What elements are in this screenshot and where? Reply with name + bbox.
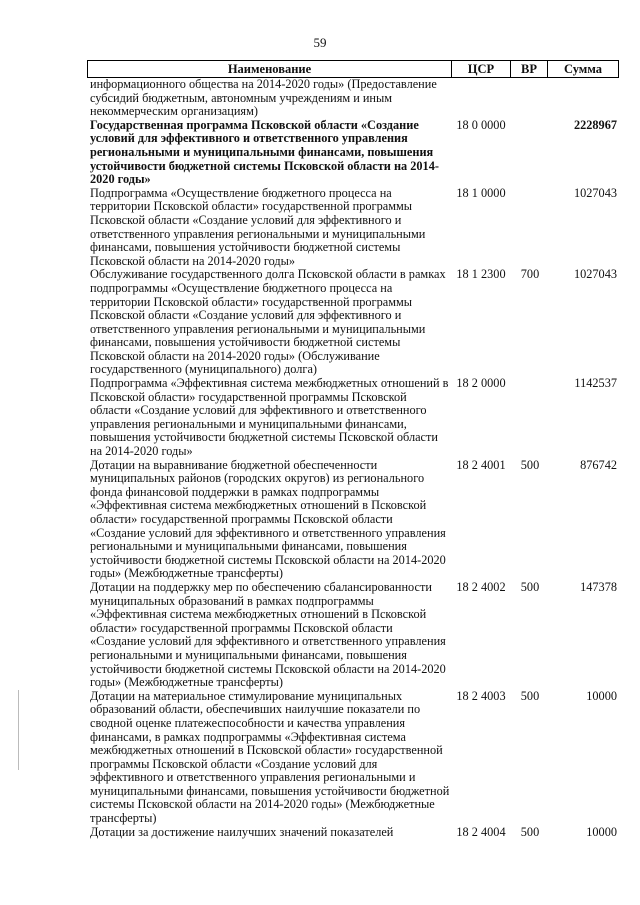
row-csr: 18 2 4001 (456, 457, 506, 472)
row-sum: 10000 (586, 688, 617, 703)
row-vr: 500 (520, 579, 540, 594)
row-csr: 18 1 2300 (456, 267, 506, 282)
row-sum: 147378 (580, 579, 617, 594)
row-name: Обслуживание государственного долга Псковской области в рамках подпрограммы «Осуществление бюджетного процесса на территории Псковской области» государственной программы Псковской области «Создание условий для эффективного и ответственного управления региональными и муниципальными финансами, повышения устойчивости бюджетной системы Псковской области на 2014-2020 годы» (Обслуживание государственного (муниципального) долга) (90, 267, 446, 377)
row-csr: 18 1 0000 (456, 185, 506, 200)
row-vr (512, 119, 548, 187)
row-sum (548, 78, 619, 119)
row-name: информационного общества на 2014-2020 годы» (Предоставление субсидий бюджетным, автономным учреждениям и иным некоммерческим организациям) (90, 77, 437, 119)
row-csr: 18 2 4003 (456, 688, 506, 703)
row-name: Дотации на поддержку мер по обеспечению сбалансированности муниципальных образований в рамках подпрограммы «Эффективная система межбюджетных отношений в Псковской области» государственной программы Псковской области «Создание условий для эффективного и ответственного управления региональными и муниципальными финансами, повышения устойчивости бюджетной системы Псковской области на 2014-2020 годы» (Межбюджетные трансферты) (90, 579, 446, 690)
row-csr: 18 2 4004 (456, 824, 506, 839)
table-row (87, 826, 619, 840)
row-vr: 500 (520, 457, 540, 472)
row-vr: 700 (520, 267, 540, 282)
header-vr: ВР (511, 61, 548, 77)
table-row (87, 377, 619, 459)
table-row (87, 78, 619, 119)
row-csr (450, 78, 512, 119)
table-row (87, 119, 619, 187)
row-sum: 876742 (580, 457, 617, 472)
table-row (87, 187, 619, 269)
row-name: Дотации на материальное стимулирование муниципальных образований области, обеспечивших наилучшие показатели по сводной оценке платежеспособности и качества управления финансами, в рамках подпрограммы «Эффективная система межбюджетных отношений в Псковской области» государственной программы Псковской области «Создание условий для эффективного и ответственного управления региональными и муниципальными финансами, повышения устойчивости бюджетной системы Псковской области на 2014-2020 годы» (Межбюджетные трансферты) (90, 688, 450, 826)
row-name: Подпрограмма «Эффективная система межбюджетных отношений в Псковской области» государственной программы Псковской области «Создание условий для эффективного и ответственного управления региональными и муниципальными финансами, повышения устойчивости бюджетной системы Псковской области на 2014-2020 годы» (90, 376, 449, 459)
row-vr (512, 78, 548, 119)
row-sum: 10000 (586, 824, 617, 839)
page-number: 59 (313, 35, 327, 50)
row-vr: 500 (520, 688, 540, 703)
row-vr (512, 377, 548, 459)
table-row (87, 459, 619, 581)
header-sum: Сумма (564, 62, 602, 76)
margin-line (18, 690, 19, 770)
row-sum: 2228967 (573, 117, 617, 132)
row-csr: 18 2 4002 (456, 579, 506, 594)
header-name: Наименование (88, 61, 452, 77)
row-sum: 1142537 (574, 376, 617, 391)
row-name: Государственная программа Псковской области «Создание условий для эффективного и ответственного управления региональными и муниципальными финансами, повышения устойчивости бюджетной системы Псковской области на 2014-2020 годы» (90, 117, 439, 187)
row-vr (512, 187, 548, 269)
row-sum: 1027043 (573, 267, 617, 282)
row-name: Дотации на выравнивание бюджетной обеспеченности муниципальных районов (городских округов) из регионального фонда финансовой поддержки в рамках подпрограммы «Эффективная система межбюджетных отношений в Псковской области» государственной программы Псковской области «Создание условий для эффективного и ответственного управления региональными и муниципальными финансами, повышения устойчивости бюджетной системы Псковской области на 2014-2020 годы» (Межбюджетные трансферты) (90, 457, 446, 581)
header-csr: ЦСР (452, 61, 511, 77)
row-csr: 18 0 0000 (456, 117, 506, 132)
row-csr: 18 2 0000 (456, 376, 506, 391)
row-sum: 1027043 (573, 185, 617, 200)
table-header (87, 60, 619, 78)
row-name: Подпрограмма «Осуществление бюджетного процесса на территории Псковской области» государственной программы Псковской области «Создание условий для эффективного и ответственного управления региональными и муниципальными финансами, повышения устойчивости бюджетной системы Псковской области на 2014-2020 годы» (90, 185, 426, 268)
row-vr: 500 (520, 824, 540, 839)
table-row (87, 268, 619, 377)
table-row (87, 690, 619, 826)
table-row (87, 581, 619, 690)
row-name: Дотации за достижение наилучших значений показателей (90, 824, 394, 839)
budget-table (87, 60, 619, 839)
